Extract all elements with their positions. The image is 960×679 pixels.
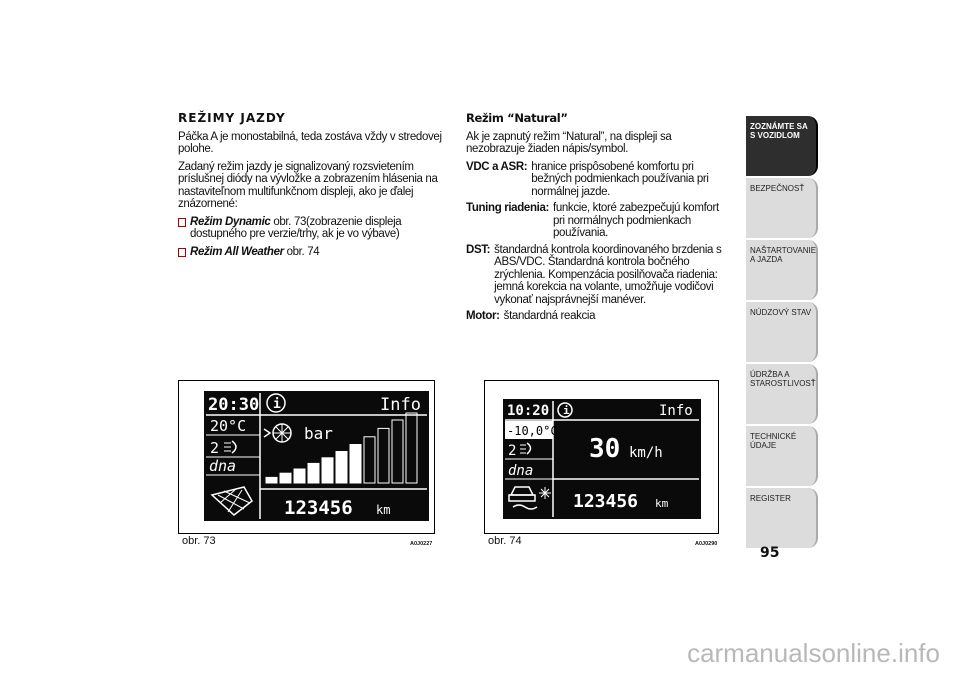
bargraph-segment <box>322 458 333 483</box>
definition-term: VDC a ASR: <box>466 160 528 173</box>
paragraph: Páčka A je monostabilná, teda zostáva vždy v stredovej polohe. <box>178 130 442 155</box>
definition-desc: štandardná kontrola koordinovaného brzdenia s ABS/VDC. Štandardná kontrola bočného zrýchlenia. Kompenzácia posilňovača riadenia: jemná korekcia na volante, umožňuje vodičovi vykonať najsprávnejší manéver. <box>494 243 722 306</box>
paragraph: Zadaný režim jazdy je signalizovaný rozsvietením príslušnej diódy na vývložke a zobrazením hlásenia na nastaviteľnom multifunkčnom displeji, ako je ďalej znázornené: <box>178 160 438 210</box>
figure-code: A0J0290 <box>695 541 718 547</box>
speed-text: 30 <box>589 434 621 464</box>
bargraph-segment <box>294 469 305 483</box>
figure-code: A0J0227 <box>410 541 433 547</box>
clock-text: 10:20 <box>507 403 550 419</box>
bullet-emphasis: Režim Dynamic <box>190 215 271 228</box>
figure-74 <box>484 380 719 534</box>
list-item <box>178 216 450 241</box>
right-column <box>466 112 728 327</box>
tab-zoznamte-sa[interactable]: ZOZNÁMTE SA S VOZIDLOM <box>746 116 818 176</box>
definition-desc: funkcie, ktoré zabezpečujú komfort pri normálnych podmienkach používania. <box>553 202 719 239</box>
pressure-unit-text: bar <box>304 424 333 443</box>
info-label: Info <box>659 403 693 419</box>
figure-73 <box>178 380 435 534</box>
svg-text:i: i <box>273 397 281 412</box>
svg-text:i: i <box>563 404 570 417</box>
info-label: Info <box>380 395 421 415</box>
bargraph-segment <box>266 477 277 483</box>
bullet-box-icon <box>178 218 186 227</box>
odometer-text: 123456 <box>284 497 353 519</box>
tab-udrzba[interactable]: ÚDRŽBA A STAROSTLIVOSŤ <box>746 364 818 424</box>
temperature-text: 20°C <box>210 417 247 435</box>
bullet-emphasis: Režim All Weather <box>190 245 284 258</box>
definition-item <box>466 202 728 240</box>
bargraph-segment <box>308 463 319 483</box>
tab-nudzovy-stav[interactable]: NÚDZOVÝ STAV <box>746 302 818 362</box>
page-number: 95 <box>760 545 780 561</box>
figure-caption: obr. 74 <box>488 535 522 547</box>
clock-text: 20:30 <box>208 395 260 415</box>
gear-text: 2 <box>210 439 220 457</box>
figure-caption: obr. 73 <box>182 535 216 547</box>
odometer-unit: km <box>655 497 669 510</box>
tab-bezpecnost[interactable]: BEZPEČNOSŤ <box>746 178 818 238</box>
dna-text: dna <box>209 457 237 475</box>
definition-term: DST: <box>466 243 491 256</box>
bullet-text: obr. 74 <box>283 245 320 258</box>
odometer-unit: km <box>376 503 391 517</box>
definition-term: Motor: <box>466 310 500 322</box>
paragraph: Ak je zapnutý režim “Natural”, na displeji sa nezobrazuje žiaden nápis/symbol. <box>466 130 672 155</box>
definition-desc: hranice prispôsobené komfortu pri bežných podmienkach používania pri normálnej jazde. <box>531 160 709 198</box>
definition-term: Tuning riadenia: <box>466 202 549 214</box>
tab-nastartovanie[interactable]: NAŠTARTOVANIE A JAZDA <box>746 240 818 300</box>
definition-desc: štandardná reakcia <box>503 310 596 322</box>
temperature-text: -10,0°C <box>507 424 558 438</box>
display-graphic <box>503 399 701 519</box>
left-column <box>178 112 450 263</box>
tab-register[interactable]: REGISTER <box>746 488 818 548</box>
dashboard-display <box>503 399 701 519</box>
dashboard-display <box>204 391 429 521</box>
definition-item <box>466 161 728 199</box>
bargraph-segment <box>280 473 291 483</box>
definition-item <box>466 310 728 323</box>
odometer-text: 123456 <box>573 491 639 512</box>
bargraph-segment <box>336 452 347 484</box>
speed-unit: km/h <box>629 445 663 461</box>
gear-text: 2 <box>508 443 517 459</box>
bargraph-segment <box>350 445 361 484</box>
tab-technicke-udaje[interactable]: TECHNICKÉ ÚDAJE <box>746 426 818 486</box>
display-graphic <box>204 391 429 521</box>
dna-text: dna <box>508 463 534 479</box>
section-title: REŽIMY JAZDY <box>178 111 286 125</box>
definition-item <box>466 244 728 307</box>
list-item <box>178 246 450 259</box>
watermark: carmanualsonline.info <box>687 638 940 668</box>
subsection-title: Režim “Natural” <box>466 111 568 125</box>
bullet-text: obr. 73(zobrazenie displeja dostupného pre verzie/trhy, ak je vo výbave) <box>190 215 402 240</box>
bullet-box-icon <box>178 248 186 257</box>
